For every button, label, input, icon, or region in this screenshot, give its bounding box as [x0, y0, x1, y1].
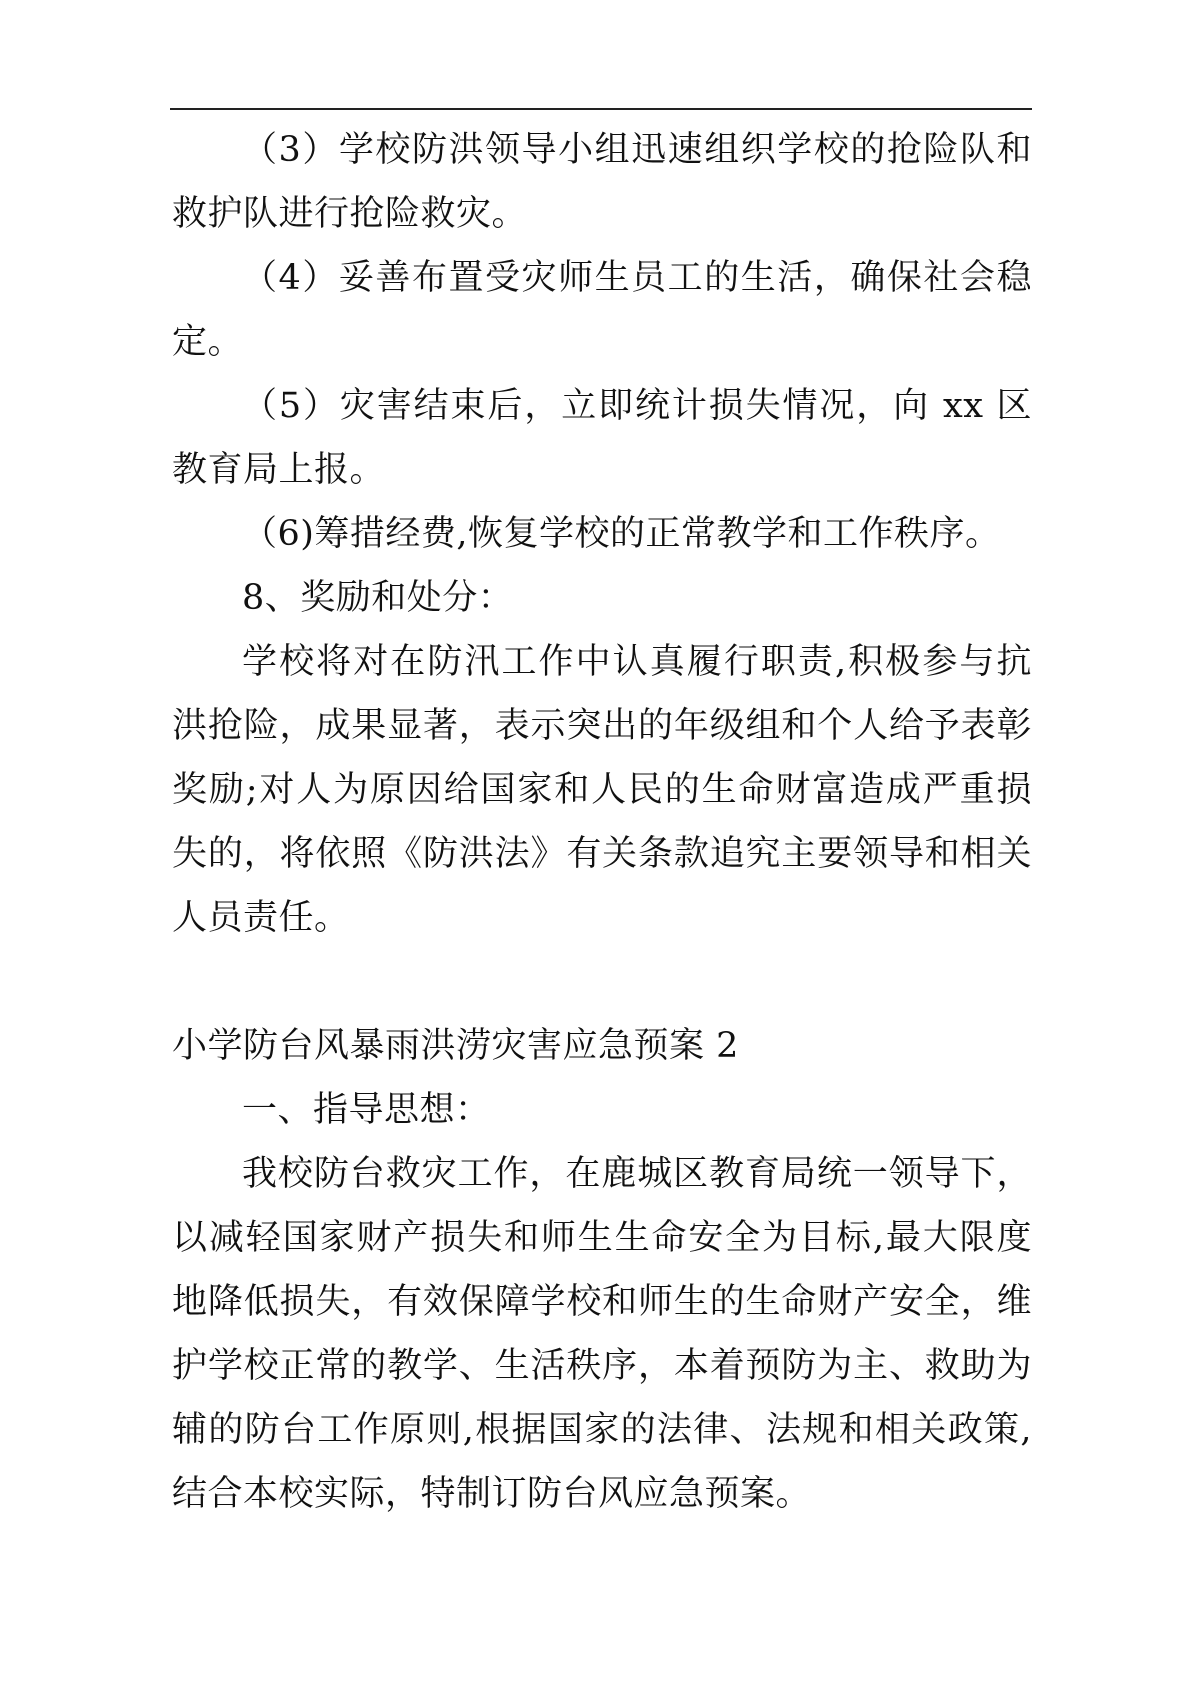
section-title: 小学防台风暴雨洪涝灾害应急预案 2 [172, 1026, 739, 1066]
heading-guiding-principle: 一、指导思想： [242, 1090, 491, 1130]
heading-rewards-penalties: 8、奖励和处分： [242, 578, 514, 618]
paragraph-guiding-principle: 我校防台救灾工作，在鹿城区教育局统一领导下，以减轻国家财产损失和师生生命安全为目标,最大限度地降低损失，有效保障学校和师生的生命财产安全，维护学校正常的教学、生活秩序，本着预防为主、救助为辅的防台工作原则,根据国家的法律、法规和相关政策,结合本校实际，特制订防台风应急预案。 [172, 1154, 1032, 1514]
document-body [172, 118, 1032, 1526]
paragraph-restore-order: （6)筹措经费,恢复学校的正常教学和工作秩序。 [242, 514, 1001, 554]
paragraph-emergency-team: （3）学校防洪领导小组迅速组织学校的抢险队和救护队进行抢险救灾。 [172, 130, 1032, 234]
paragraph-resettle-victims: （4）妥善布置受灾师生员工的生活，确保社会稳定。 [172, 258, 1032, 362]
paragraph-rewards-penalties: 学校将对在防汛工作中认真履行职责,积极参与抗洪抢险，成果显著，表示突出的年级组和个人给予表彰奖励;对人为原因给国家和人民的生命财富造成严重损失的，将依照《防洪法》有关条款追究主要领导和相关人员责任。 [172, 642, 1032, 938]
paragraph-report-losses: （5）灾害结束后，立即统计损失情况，向 xx 区教育局上报。 [172, 386, 1032, 490]
header-divider [170, 108, 1032, 110]
